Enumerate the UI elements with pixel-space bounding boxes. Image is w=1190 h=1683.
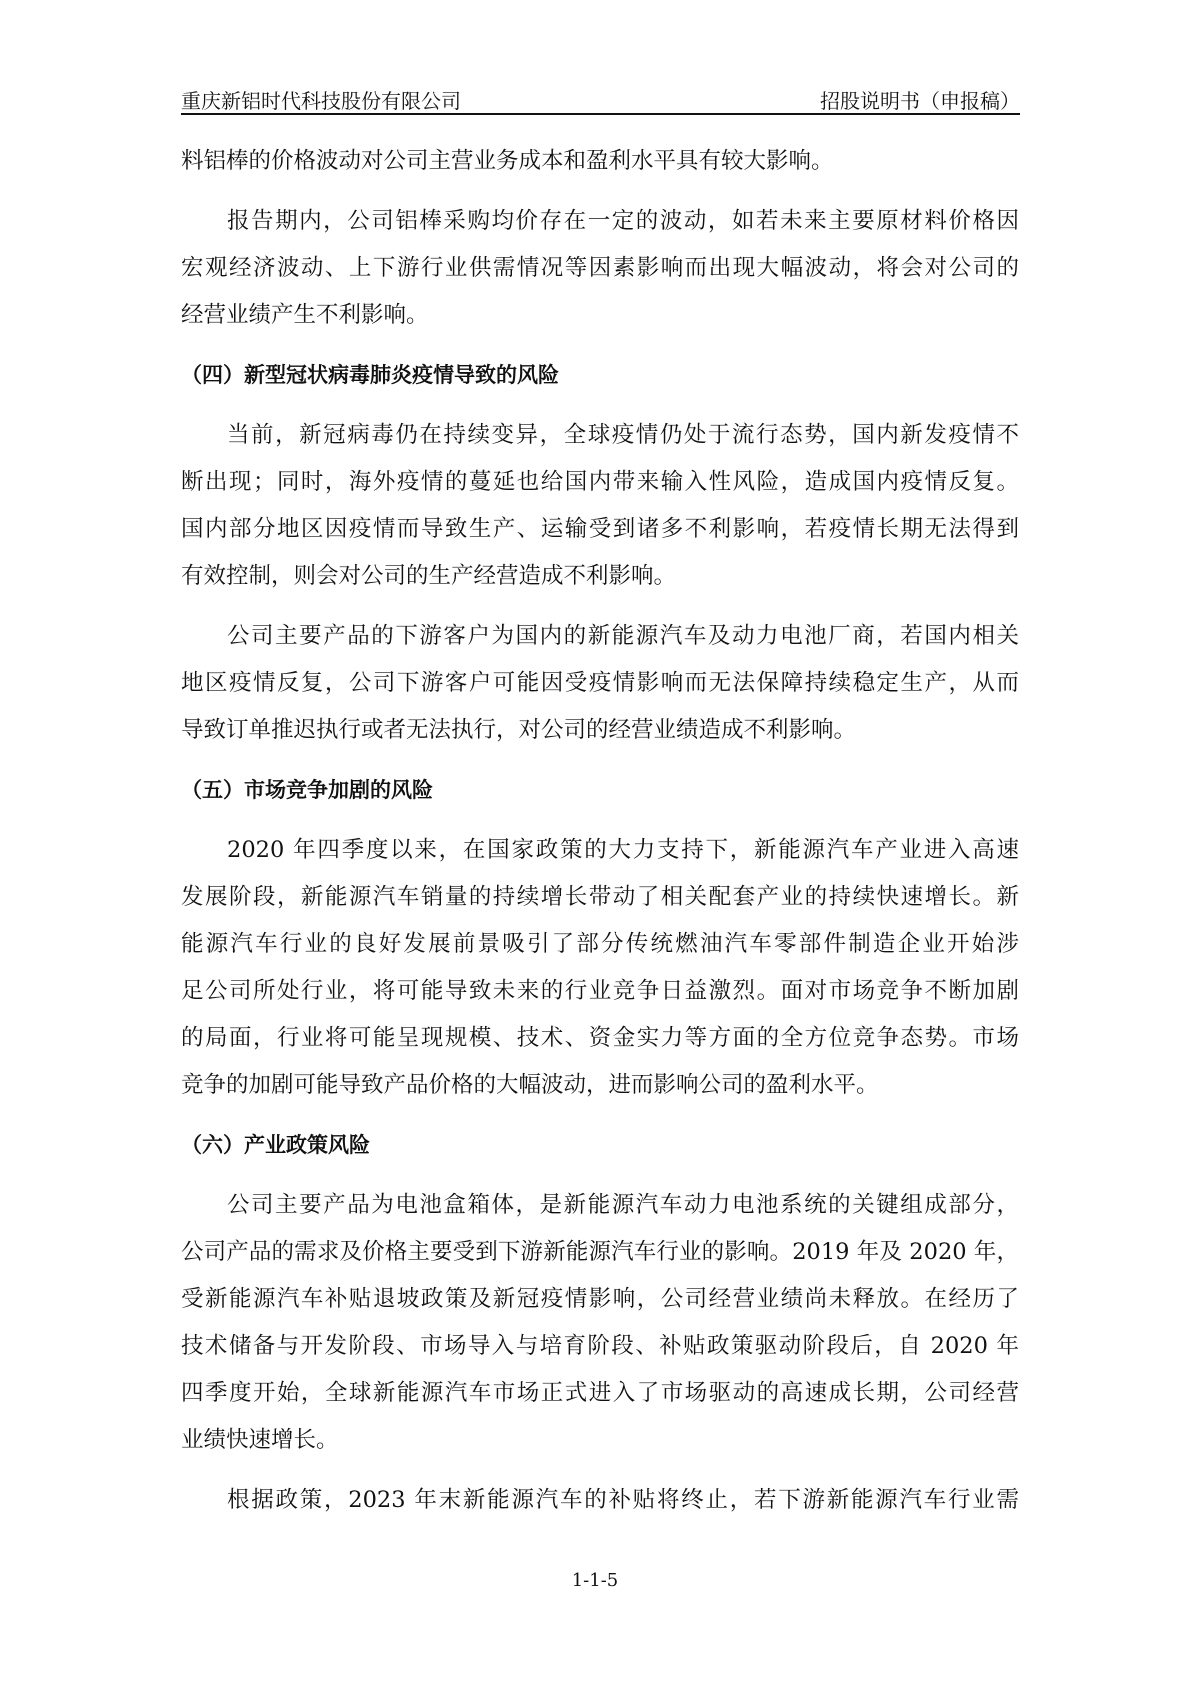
text-line: 四季度开始，全球新能源汽车市场正式进入了市场驱动的高速成长期，公司经营 [181, 1380, 1019, 1406]
paragraph [181, 412, 1019, 600]
section-heading [181, 1122, 1019, 1169]
text-line: 受新能源汽车补贴退坡政策及新冠疫情影响，公司经营业绩尚未释放。在经历了 [181, 1286, 1019, 1312]
paragraph [181, 198, 1019, 339]
section-heading [181, 352, 1019, 399]
text-line: 宏观经济波动、上下游行业供需情况等因素影响而出现大幅波动，将会对公司的 [181, 255, 1019, 281]
text-line: 公司主要产品为电池盒箱体，是新能源汽车动力电池系统的关键组成部分， [227, 1192, 1019, 1218]
text-line: 国内部分地区因疫情而导致生产、运输受到诸多不利影响，若疫情长期无法得到 [181, 516, 1019, 542]
paragraph [181, 1182, 1019, 1464]
section-heading [181, 767, 1019, 814]
text-line: 能源汽车行业的良好发展前景吸引了部分传统燃油汽车零部件制造企业开始涉 [181, 931, 1019, 957]
text-line: 的局面，行业将可能呈现规模、技术、资金实力等方面的全方位竞争态势。市场 [181, 1025, 1019, 1051]
text-line: 根据政策，2023 年末新能源汽车的补贴将终止，若下游新能源汽车行业需 [227, 1487, 1019, 1513]
text-line: 竞争的加剧可能导致产品价格的大幅波动，进而影响公司的盈利水平。 [181, 1072, 879, 1098]
text-line: 料铝棒的价格波动对公司主营业务成本和盈利水平具有较大影响。 [181, 148, 834, 174]
text-line: 发展阶段，新能源汽车销量的持续增长带动了相关配套产业的持续快速增长。新 [181, 884, 1019, 910]
text-line: 当前，新冠病毒仍在持续变异，全球疫情仍处于流行态势，国内新发疫情不 [227, 422, 1019, 448]
paragraph [181, 138, 1019, 185]
text-line: 断出现；同时，海外疫情的蔓延也给国内带来输入性风险，造成国内疫情反复。 [181, 469, 1019, 495]
page-number: 1-1-5 [571, 1570, 619, 1591]
text-line: 地区疫情反复，公司下游客户可能因受疫情影响而无法保障持续稳定生产，从而 [181, 670, 1019, 696]
text-line: 报告期内，公司铝棒采购均价存在一定的波动，如若未来主要原材料价格因 [227, 208, 1019, 234]
paragraph [181, 827, 1019, 1109]
text-line: 公司产品的需求及价格主要受到下游新能源汽车行业的影响。2019 年及 2020 年， [181, 1239, 1019, 1265]
text-line: （四）新型冠状病毒肺炎疫情导致的风险 [181, 363, 559, 387]
text-line: 公司主要产品的下游客户为国内的新能源汽车及动力电池厂商，若国内相关 [227, 623, 1019, 649]
header-rule [181, 113, 1020, 115]
text-line: 2020 年四季度以来，在国家政策的大力支持下，新能源汽车产业进入高速 [227, 837, 1019, 863]
text-line: 经营业绩产生不利影响。 [181, 302, 429, 328]
text-line: 业绩快速增长。 [181, 1427, 339, 1453]
header-doc-title: 招股说明书（申报稿） [820, 89, 1020, 113]
text-line: 有效控制，则会对公司的生产经营造成不利影响。 [181, 563, 677, 589]
text-line: 技术储备与开发阶段、市场导入与培育阶段、补贴政策驱动阶段后，自 2020 年 [181, 1333, 1019, 1359]
header-company: 重庆新铝时代科技股份有限公司 [181, 89, 461, 113]
text-line: 足公司所处行业，将可能导致未来的行业竞争日益激烈。面对市场竞争不断加剧 [181, 978, 1019, 1004]
paragraph [181, 1477, 1019, 1524]
text-line: （六）产业政策风险 [181, 1133, 370, 1157]
text-line: （五）市场竞争加剧的风险 [181, 778, 433, 802]
document-body [181, 138, 1019, 1524]
paragraph [181, 613, 1019, 754]
page-header [181, 86, 1020, 114]
text-line: 导致订单推迟执行或者无法执行，对公司的经营业绩造成不利影响。 [181, 717, 857, 743]
